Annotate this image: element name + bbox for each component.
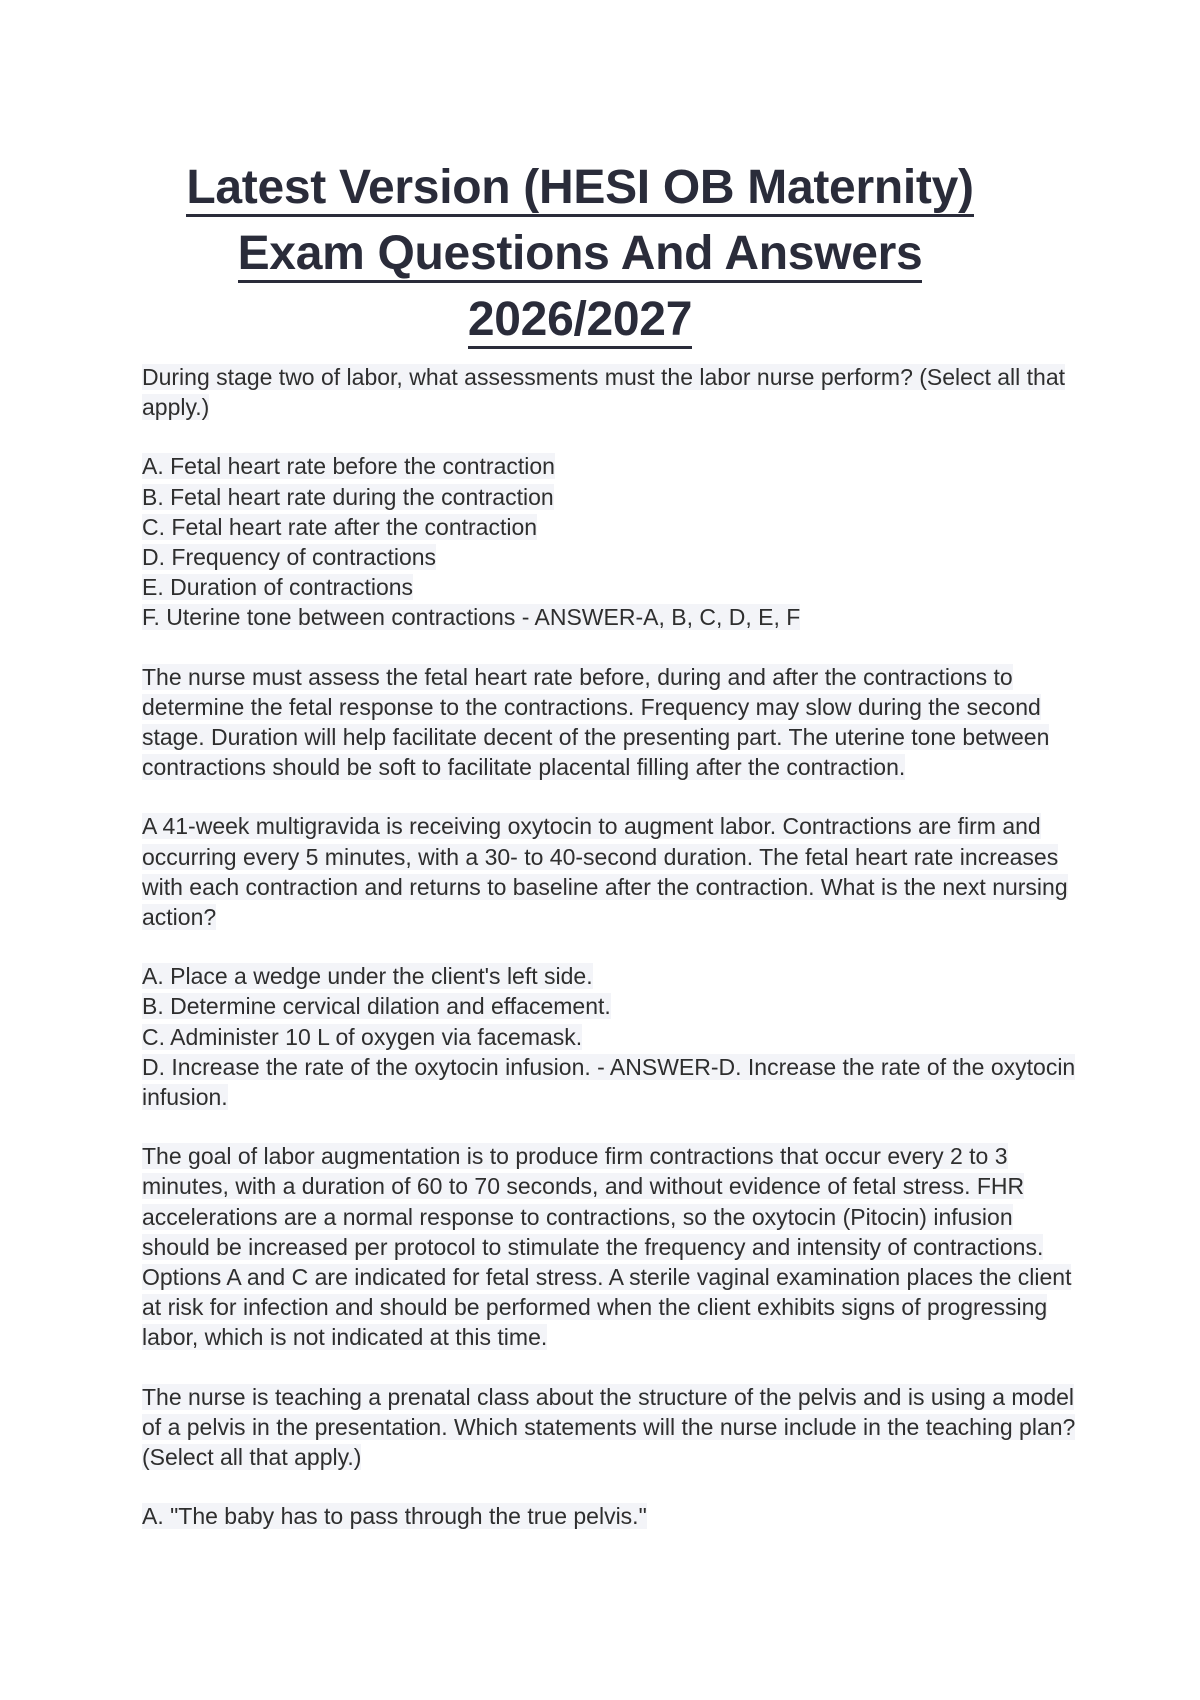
question-2-rationale: The goal of labor augmentation is to produce firm contractions that occur every 2 to 3 minutes, with a duration of 60 to 70 seconds, and without evidence of fetal stress. FHR accelerations are a normal response to contractions, so the oxytocin (Pitocin) infusion should be increased per protocol to stimulate the frequency and intensity of contractions. Options A and C are indicated for fetal stress. A sterile vaginal examination places the client at risk for infection and should be performed when the client exhibits signs of progressing labor, which is not indicated at this time. (142, 1143, 1072, 1351)
option-item: B. Fetal heart rate during the contraction (142, 483, 554, 510)
option-item: C. Administer 10 L of oxygen via facemask. (142, 1023, 583, 1050)
question-2-text: A 41-week multigravida is receiving oxytocin to augment labor. Contractions are firm and occurring every 5 minutes, with a 30- to 40-second duration. The fetal heart rate increases with each contraction and returns to baseline after the contraction. What is the next nursing action? (142, 813, 1068, 931)
option-item: A. Fetal heart rate before the contraction (142, 453, 555, 480)
option-item-answer: D. Increase the rate of the oxytocin infusion. - ANSWER-D. Increase the rate of the oxytocin infusion. (142, 1053, 1076, 1111)
title-line-2: Exam Questions And Answers (238, 228, 923, 283)
title-line-3: 2026/2027 (468, 294, 692, 349)
option-item-answer: F. Uterine tone between contractions - ANSWER-A, B, C, D, E, F (142, 604, 801, 631)
option-item: C. Fetal heart rate after the contraction (142, 513, 538, 540)
document-title (140, 158, 1020, 356)
question-2-options (142, 961, 1082, 1112)
question-1-rationale: The nurse must assess the fetal heart rate before, during and after the contractions to determine the fetal response to the contractions. Frequency may slow during the second stage. Duration will help facilitate decent of the presenting part. The uterine tone between contractions should be soft to facilitate placental filling after the contraction. (142, 663, 1050, 781)
question-1-text: During stage two of labor, what assessments must the labor nurse perform? (Select all that apply.) (142, 364, 1065, 421)
option-item: E. Duration of contractions (142, 574, 414, 601)
document-body (142, 362, 1082, 1561)
option-item: A. Place a wedge under the client's left side. (142, 963, 593, 990)
option-item: D. Frequency of contractions (142, 544, 437, 571)
question-1-options (142, 451, 1082, 632)
option-item: A. "The baby has to pass through the true pelvis." (142, 1503, 647, 1530)
title-line-1: Latest Version (HESI OB Maternity) (186, 162, 973, 217)
question-3-options (142, 1501, 1082, 1531)
option-item: B. Determine cervical dilation and effacement. (142, 993, 611, 1020)
question-3-text: The nurse is teaching a prenatal class about the structure of the pelvis and is using a model of a pelvis in the presentation. Which statements will the nurse include in the teaching plan? (Select all that apply.) (142, 1383, 1076, 1471)
